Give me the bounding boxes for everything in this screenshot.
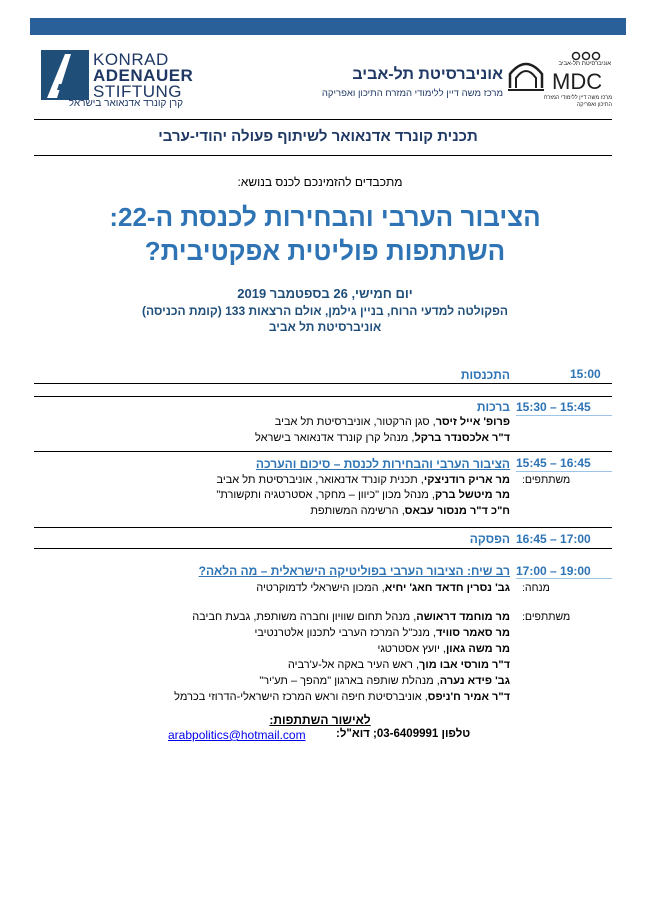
kas-name-3: STIFTUNG bbox=[93, 82, 182, 101]
schedule-top-line bbox=[34, 383, 612, 384]
speaker-role: , מנהל תחום שוויון וחברה משותפת, גבעת חביבה bbox=[192, 611, 417, 623]
moderator bbox=[40, 580, 510, 596]
session-gathering-title: התכנסות bbox=[460, 368, 510, 382]
time-underline-3 bbox=[516, 578, 612, 579]
speaker-role: , יועץ אסטרטגי bbox=[377, 643, 446, 655]
mdc-text: MDC bbox=[552, 69, 603, 94]
rsvp-title: לאישור השתתפות: bbox=[269, 713, 371, 727]
speaker-role: , סגן הרקטור, אוניברסיטת תל אביב bbox=[274, 416, 436, 428]
speaker-name: מר אריק רודניצקי bbox=[423, 474, 510, 486]
speaker-role: , מנכ"ל המרכז הערבי לתכנון אלטרנטיבי bbox=[254, 627, 436, 639]
moderator-label: מנחה: bbox=[522, 582, 550, 594]
time-15-00: 15:00 bbox=[570, 367, 601, 381]
conference-title-1: הציבור הערבי והבחירות לכנסת ה-22: bbox=[109, 202, 541, 232]
session-greetings-title: ברכות bbox=[476, 400, 510, 414]
rsvp-email-link[interactable]: arabpolitics@hotmail.com bbox=[168, 728, 306, 742]
kas-logo bbox=[41, 50, 89, 100]
university-name: אוניברסיטת תל-אביב bbox=[352, 66, 503, 83]
invite-text: מתכבדים להזמינכם לכנס בנושא: bbox=[237, 175, 403, 189]
divider-1 bbox=[34, 396, 612, 397]
greeting-speaker-2 bbox=[40, 430, 510, 446]
kas-logo-icon bbox=[41, 50, 89, 100]
speaker-name: מר מוחמד דראושה bbox=[416, 611, 510, 623]
session-panel1-title: הציבור הערבי והבחירות לכנסת – סיכום והערכה bbox=[255, 457, 510, 471]
speaker-name: ד"ר אמיר ח'ניפס bbox=[427, 691, 510, 703]
kas-name-1: KONRAD bbox=[93, 50, 169, 69]
speaker-role: , ראש העיר באקה אל-ע'רביה bbox=[287, 659, 420, 671]
time-underline-1 bbox=[516, 415, 612, 416]
header-divider-top bbox=[34, 119, 612, 120]
divider-4 bbox=[34, 548, 612, 549]
time-roundtable: 17:00 – 19:00 bbox=[516, 564, 591, 578]
speaker-name: מר משה גאון bbox=[445, 643, 510, 655]
program-title: תכנית קונרד אדנאואר לשיתוף פעולה יהודי-ערבי bbox=[158, 128, 478, 145]
time-underline-2 bbox=[516, 471, 612, 472]
roundtable-speaker-2 bbox=[40, 625, 510, 641]
time-panel-1: 15:45 – 16:45 bbox=[516, 456, 591, 470]
mdc-small: אוניברסיטת תל-אביב bbox=[558, 61, 611, 67]
roundtable-speaker-5 bbox=[40, 673, 510, 689]
panel1-speaker-3 bbox=[40, 503, 510, 519]
speaker-role: , הרשימה המשותפת bbox=[310, 505, 405, 517]
center-name: מרכז משה דיין ללימודי המזרח התיכון ואפריקה bbox=[321, 88, 503, 99]
speaker-name: גב' נסרין חדאד חאג' יחיא bbox=[384, 582, 510, 594]
speaker-role: , אוניברסיטת חיפה וראש המרכז הישראלי-הדרוזי בכרמל bbox=[174, 691, 428, 703]
speaker-name: מר סאמר סוויד bbox=[436, 627, 510, 639]
session-break-title: הפסקה bbox=[469, 532, 510, 546]
speaker-role: , המכון הישראלי לדמוקרטיה bbox=[256, 582, 385, 594]
panel1-speaker-2 bbox=[40, 487, 510, 503]
roundtable-speaker-6 bbox=[40, 689, 510, 705]
speaker-role: , מנהל קרן קונרד אדנאואר בישראל bbox=[254, 432, 415, 444]
top-bar bbox=[30, 18, 626, 35]
conference-title-2: השתתפות פוליטית אפקטיבית? bbox=[144, 236, 506, 266]
mdc-sub: מרכז משה דיין ללימודי המזרח התיכון ואפריקה bbox=[543, 95, 612, 108]
kas-hebrew: קרן קונרד אדנאואר בישראל bbox=[68, 98, 183, 109]
rsvp-phone: טלפון 03-6409991; דוא"ל: bbox=[336, 728, 471, 740]
speaker-name: ד"ר אלכסנדר ברקל bbox=[414, 432, 510, 444]
roundtable-speaker-3 bbox=[40, 641, 510, 657]
kas-name-2: ADENAUER bbox=[93, 66, 194, 85]
event-date: יום חמישי, 26 בספטמבר 2019 bbox=[237, 286, 413, 301]
greeting-speaker-1 bbox=[40, 414, 510, 430]
divider-2 bbox=[34, 451, 612, 452]
event-university: אוניברסיטת תל אביב bbox=[268, 320, 382, 334]
participants-label-2: משתתפים: bbox=[522, 611, 571, 623]
speaker-role: , מנהל מכון "כיוון – מחקר, אסטרטגיה ותקשורת" bbox=[216, 489, 435, 501]
speaker-name: ד"ר מורסי אבו מוך bbox=[419, 659, 510, 671]
panel1-speaker-1 bbox=[40, 472, 510, 488]
speaker-name: ח"כ ד"ר מנסור עבאס bbox=[404, 505, 510, 517]
header-divider-bottom bbox=[34, 155, 612, 156]
time-greetings: 15:30 – 15:45 bbox=[516, 400, 591, 414]
speaker-role: , מנהלת שותפה בארגון "מהפך – תע'יר" bbox=[259, 675, 440, 687]
speaker-role: , תכנית קונרד אדנאואר, אוניברסיטת תל אביב bbox=[216, 474, 424, 486]
roundtable-speaker-4 bbox=[40, 657, 510, 673]
speaker-name: פרופ' אייל זיסר bbox=[435, 416, 510, 428]
event-location: הפקולטה למדעי הרוח, בניין גילמן, אולם הרצאות 133 (קומת הכניסה) bbox=[141, 304, 509, 318]
participants-label-1: משתתפים: bbox=[522, 474, 571, 486]
time-break: 16:45 – 17:00 bbox=[516, 532, 591, 546]
speaker-name: מר מיטשל ברק bbox=[434, 489, 510, 501]
divider-3 bbox=[34, 527, 612, 528]
speaker-name: גב' פידא נערה bbox=[439, 675, 510, 687]
roundtable-speaker-1 bbox=[40, 609, 510, 625]
session-roundtable-title: רב שיח: הציבור הערבי בפוליטיקה הישראלית – מה הלאה? bbox=[198, 564, 510, 578]
